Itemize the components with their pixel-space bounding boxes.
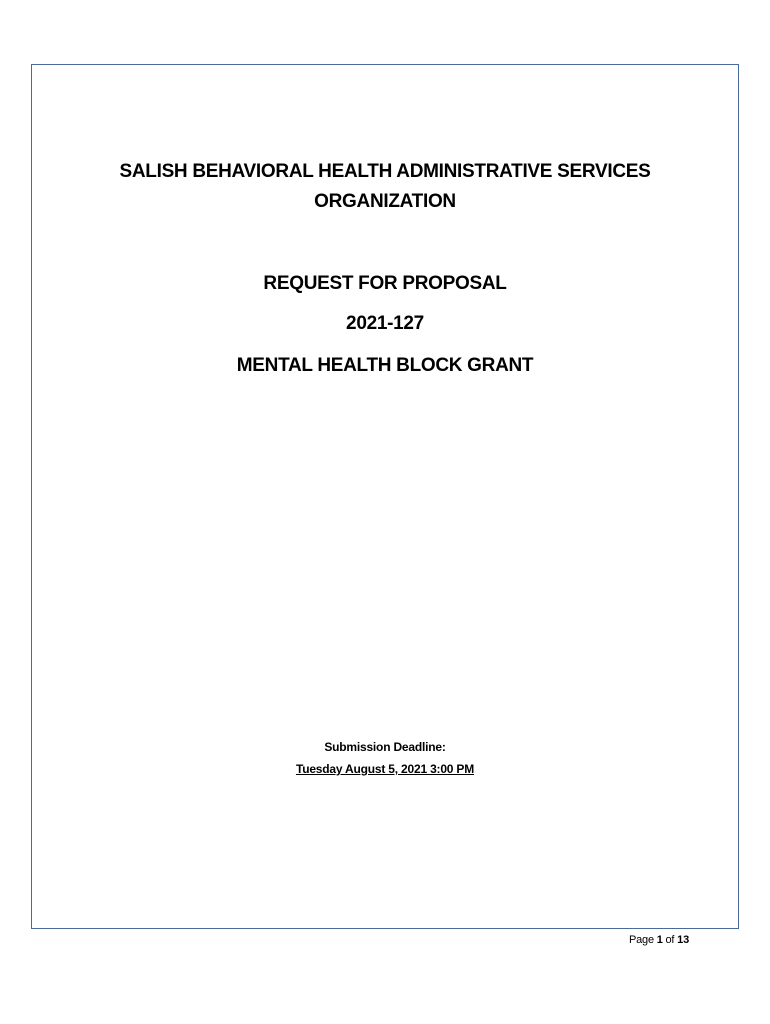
submission-deadline-label: Submission Deadline: [324,740,446,754]
page-number [629,933,689,947]
page-prefix: Page [628,934,654,946]
total-pages: 13 [677,934,689,946]
organization-name-line-1: SALISH BEHAVIORAL HEALTH ADMINISTRATIVE SERVICES [119,161,651,182]
document-type-heading: REQUEST FOR PROPOSAL [263,273,507,294]
page-of-label: of [665,934,675,946]
current-page: 1 [656,934,663,946]
rfp-number: 2021-127 [346,313,424,334]
rfp-subject: MENTAL HEALTH BLOCK GRANT [236,355,534,376]
organization-name-line-2: ORGANIZATION [314,191,456,212]
submission-deadline-date: Tuesday August 5, 2021 3:00 PM [295,762,475,776]
